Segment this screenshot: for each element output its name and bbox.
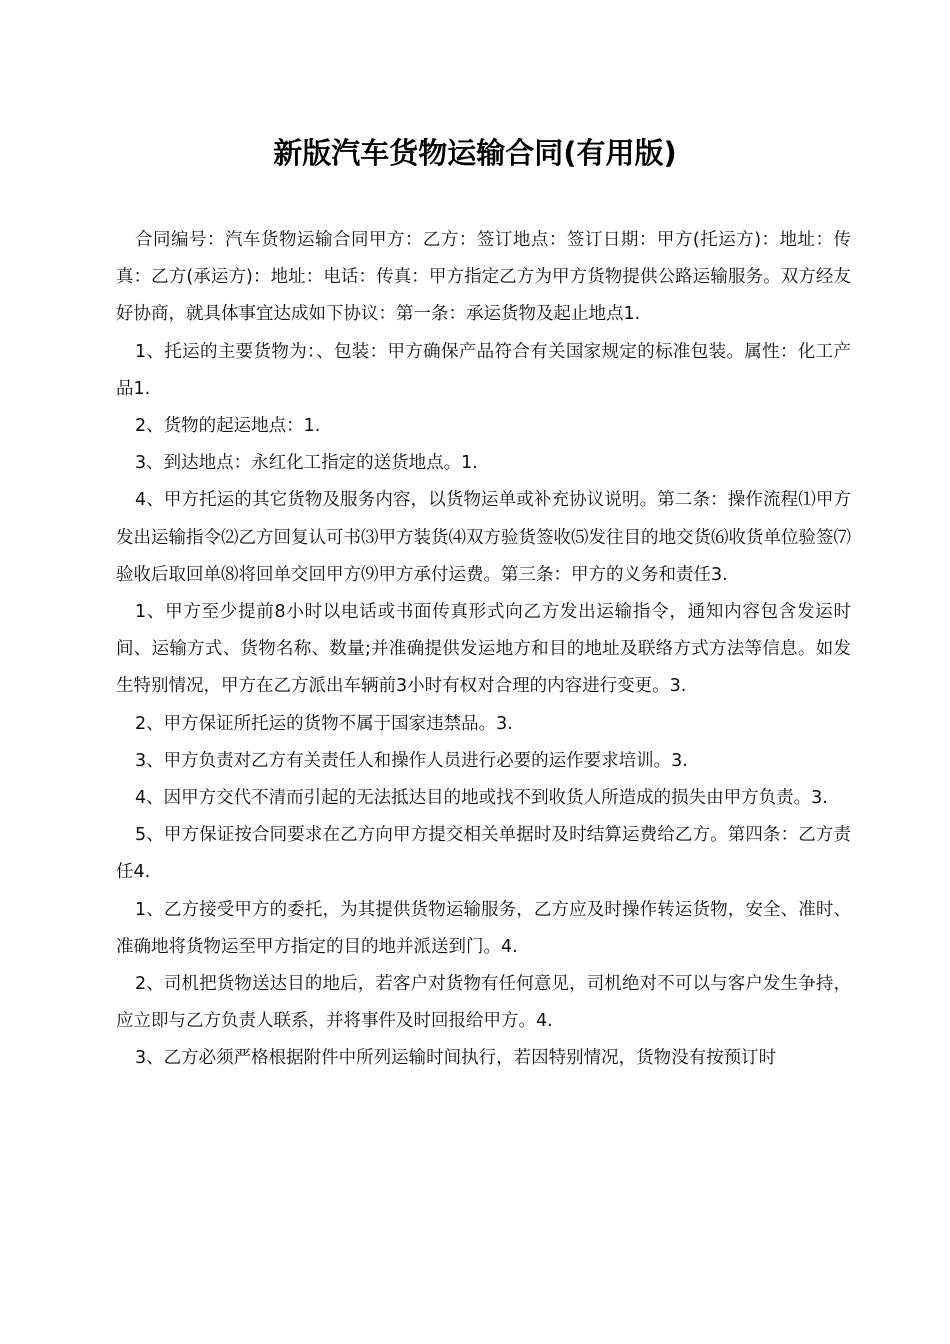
paragraph-4-1: 1、乙方接受甲方的委托，为其提供货物运输服务，乙方应及时操作转运货物，安全、准时、准确地将货物运至甲方指定的目的地并派送到门。4. bbox=[116, 899, 851, 957]
paragraph-3-5: 5、甲方保证按合同要求在乙方向甲方提交相关单据时及时结算运费给乙方。第四条：乙方责任4. bbox=[116, 825, 851, 883]
paragraph-3-1: 1、甲方至少提前8小时以电话或书面传真形式向乙方发出运输指令，通知内容包含发运时间、运输方式、货物名称、数量;并准确提供发运地方和目的地址及联络方式方法等信息。如发生特别情况，甲方在乙方派出车辆前3小时有权对合理的内容进行变更。3. bbox=[116, 602, 851, 697]
paragraph-3-3: 3、甲方负责对乙方有关责任人和操作人员进行必要的运作要求培训。3. bbox=[135, 750, 688, 771]
paragraph-1-3: 3、到达地点：永红化工指定的送货地点。1. bbox=[135, 453, 478, 474]
paragraph-intro: 合同编号：汽车货物运输合同甲方：乙方：签订地点：签订日期：甲方(托运方)：地址：传真：乙方(承运方)：地址：电话：传真：甲方指定乙方为甲方货物提供公路运输服务。双方经友好协商，就具体事宜达成如下协议：第一条：承运货物及起止地点1. bbox=[116, 230, 851, 325]
paragraph-1-2: 2、货物的起运地点：1. bbox=[135, 416, 321, 437]
document-body bbox=[116, 222, 851, 1078]
paragraph-1-4: 4、甲方托运的其它货物及服务内容，以货物运单或补充协议说明。第二条：操作流程⑴甲方发出运输指令⑵乙方回复认可书⑶甲方装货⑷双方验货签收⑸发往目的地交货⑹收货单位验签⑺验收后取回单⑻将回单交回甲方⑼甲方承付运费。第三条：甲方的义务和责任3. bbox=[116, 490, 851, 585]
paragraph-4-3: 3、乙方必须严格根据附件中所列运输时间执行，若因特别情况，货物没有按预订时 bbox=[135, 1048, 777, 1069]
paragraph-1-1: 1、托运的主要货物为：、包装：甲方确保产品符合有关国家规定的标准包装。属性：化工产品1. bbox=[116, 341, 851, 399]
paragraph-4-2: 2、司机把货物送达目的地后，若客户对货物有任何意见，司机绝对不可以与客户发生争持，应立即与乙方负责人联系，并将事件及时回报给甲方。4. bbox=[116, 974, 851, 1032]
paragraph-3-4: 4、因甲方交代不清而引起的无法抵达目的地或找不到收货人所造成的损失由甲方负责。3. bbox=[135, 788, 828, 809]
paragraph-3-2: 2、甲方保证所托运的货物不属于国家违禁品。3. bbox=[135, 713, 513, 734]
document-title: 新版汽车货物运输合同(有用版) bbox=[273, 136, 677, 170]
